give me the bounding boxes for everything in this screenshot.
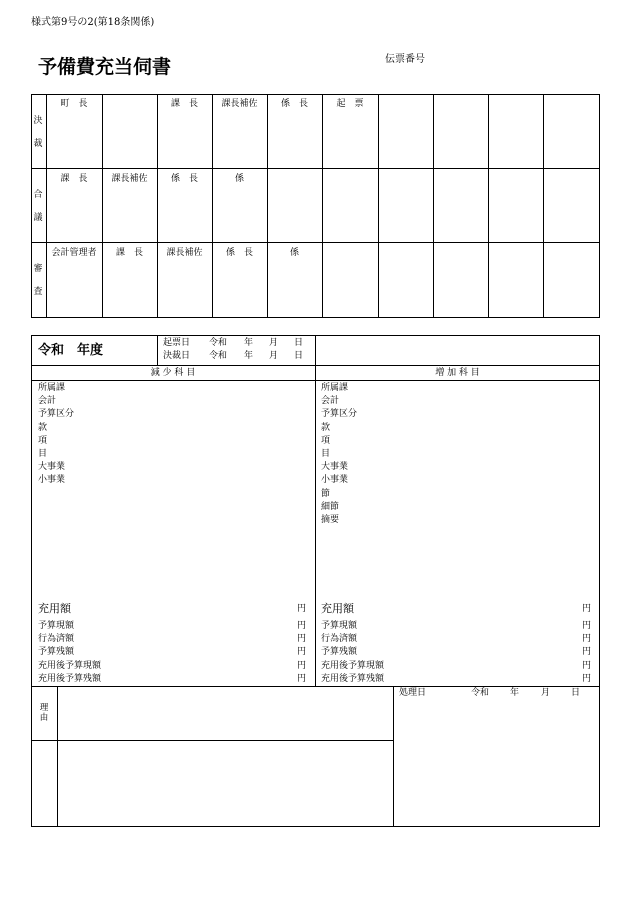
form-number: 様式第9号の2(第18条関係) [31, 17, 155, 28]
draft-date-era: 令和 [209, 338, 228, 348]
stamp-title: 係 長 [280, 99, 308, 109]
reason-label: 理 由 [39, 703, 49, 723]
stamp-title: 課長補佐 [166, 248, 203, 258]
decrease-amount-rows: 予算現額 行為済額 予算残額 充用後予算現額 充用後予算残額 [38, 621, 102, 684]
processing-date-label: 処理日 [399, 688, 427, 698]
page-title: 予備費充当伺書 [38, 56, 172, 78]
yen-unit: 円 [582, 604, 592, 614]
increase-amount-rows: 予算現額 行為済額 予算残額 充用後予算現額 充用後予算残額 [321, 621, 385, 684]
decision-date-day: 日 [294, 351, 304, 361]
draft-date-month: 月 [269, 338, 279, 348]
draft-date-label: 起票日 [163, 338, 191, 348]
stamp-title: 係 [289, 248, 299, 258]
stamp-title: 課 長 [170, 99, 198, 109]
approval-row-label: 決 裁 [33, 116, 43, 149]
decrease-header: 減 少 科 目 [150, 368, 196, 378]
increase-yen-units: 円 円 円 円 円 [582, 621, 592, 684]
processing-date-era: 令和 [471, 688, 490, 698]
decrease-yen-units: 円 円 円 円 円 [297, 621, 307, 684]
slip-number-label: 伝票番号 [385, 54, 425, 65]
draft-date-day: 日 [294, 338, 304, 348]
decrease-items: 所属課 会計 予算区分 款 項 目 大事業 小事業 [38, 383, 75, 486]
stamp-title: 課 長 [115, 248, 143, 258]
increase-allocation-label: 充用額 [321, 602, 354, 615]
processing-date-year: 年 [510, 688, 520, 698]
fiscal-year: 令和 年度 [38, 343, 104, 358]
stamp-title: 町 長 [60, 99, 88, 109]
increase-header: 増 加 科 目 [435, 368, 480, 378]
approval-grid [31, 94, 600, 318]
decision-date-label: 決裁日 [163, 351, 191, 361]
processing-date-day: 日 [571, 688, 581, 698]
consultation-row-label: 合 議 [33, 190, 43, 223]
stamp-title: 係 長 [225, 248, 253, 258]
stamp-title: 会計管理者 [51, 248, 97, 258]
decision-date-year: 年 [244, 351, 254, 361]
stamp-title: 起 票 [336, 99, 364, 109]
stamp-title: 係 [234, 174, 244, 184]
yen-unit: 円 [297, 604, 307, 614]
decision-date-era: 令和 [209, 351, 228, 361]
draft-date-year: 年 [244, 338, 254, 348]
stamp-title: 係 長 [170, 174, 198, 184]
stamp-title: 課長補佐 [111, 174, 148, 184]
stamp-title: 課長補佐 [221, 99, 258, 109]
decrease-allocation-label: 充用額 [38, 602, 71, 615]
decision-date-month: 月 [269, 351, 279, 361]
processing-date-month: 月 [541, 688, 551, 698]
audit-row-label: 審 査 [33, 264, 43, 297]
stamp-title: 課 長 [60, 174, 88, 184]
increase-items: 所属課 会計 予算区分 款 項 目 大事業 小事業 節 細節 摘要 [321, 383, 358, 525]
